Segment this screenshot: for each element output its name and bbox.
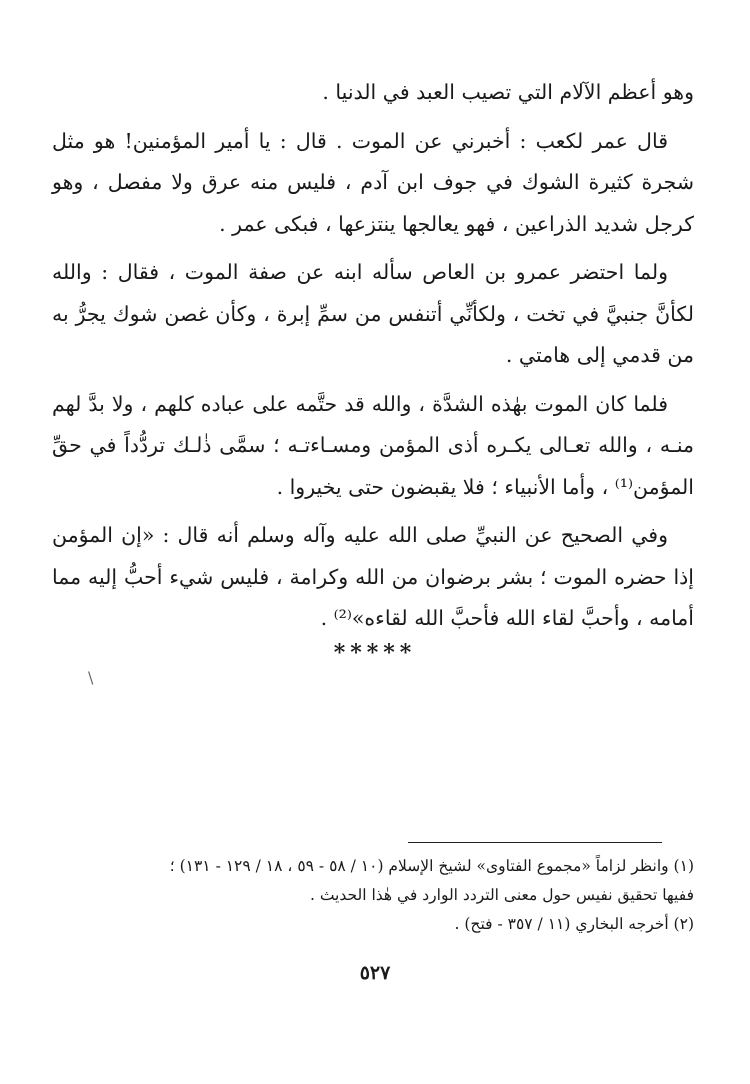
paragraph-1: وهو أعظم الآلام التي تصيب العبد في الدنيا . <box>322 80 694 104</box>
stray-mark: \ <box>88 668 94 687</box>
section-separator: ***** <box>333 640 417 666</box>
page-number: ٥٢٧ <box>359 962 391 984</box>
paragraph-5: وفي الصحيح عن النبيِّ صلى الله عليه وآله وسلم أنه قال : «إن المؤمن إذا حضره الموت ؛ بشر برضوان من الله وكرامة ، فليس شيء أحبُّ إليه مما أمامه ، وأحبَّ لقاء الله فأحبَّ الله لقاءه»⁽²⁾ . <box>52 523 694 630</box>
footnote-1-continued: ففيها تحقيق نفيس حول معنى التردد الوارد في هٰذا الحديث . <box>309 886 694 904</box>
footnote-1: (١) وانظر لزاماً «مجموع الفتاوى» لشيخ الإسلام (١٠ / ٥٨ - ٥٩ ، ١٨ / ١٢٩ - ١٣١) ؛ <box>169 857 694 875</box>
paragraph-4: فلما كان الموت بهٰذه الشدَّة ، والله قد حتَّمه على عباده كلهم ، ولا بدَّ لهم منـه ، والله تعـالى يكـره أذى المؤمن ومسـاءتـه ؛ سمَّى ذٰلـك تردُّداً في حقِّ المؤمن⁽¹⁾ ، وأما الأنبياء ؛ فلا يقبضون حتى يخيروا . <box>52 391 695 499</box>
footnote-2: (٢) أخرجه البخاري (١١ / ٣٥٧ - فتح) . <box>454 915 694 933</box>
main-text <box>52 72 694 647</box>
footnotes <box>34 852 694 939</box>
paragraph-2: قال عمر لكعب : أخبرني عن الموت . قال : يا أمير المؤمنين! هو مثل شجرة كثيرة الشوك في جوف ابن آدم ، فليس منه عرق ولا مفصل ، وهو كرجل شديد الذراعين ، فهو يعالجها ينتزعها ، فبكى عمر . <box>52 128 694 236</box>
footnote-rule <box>408 842 662 843</box>
paragraph-3: ولما احتضر عمرو بن العاص سأله ابنه عن صفة الموت ، فقال : والله لكأنَّ جنبيَّ في تخت ، ولكأنِّي أتنفس من سمِّ إبرة ، وكأن غصن شوك يجرُّ به من قدمي إلى هامتي . <box>52 260 694 367</box>
